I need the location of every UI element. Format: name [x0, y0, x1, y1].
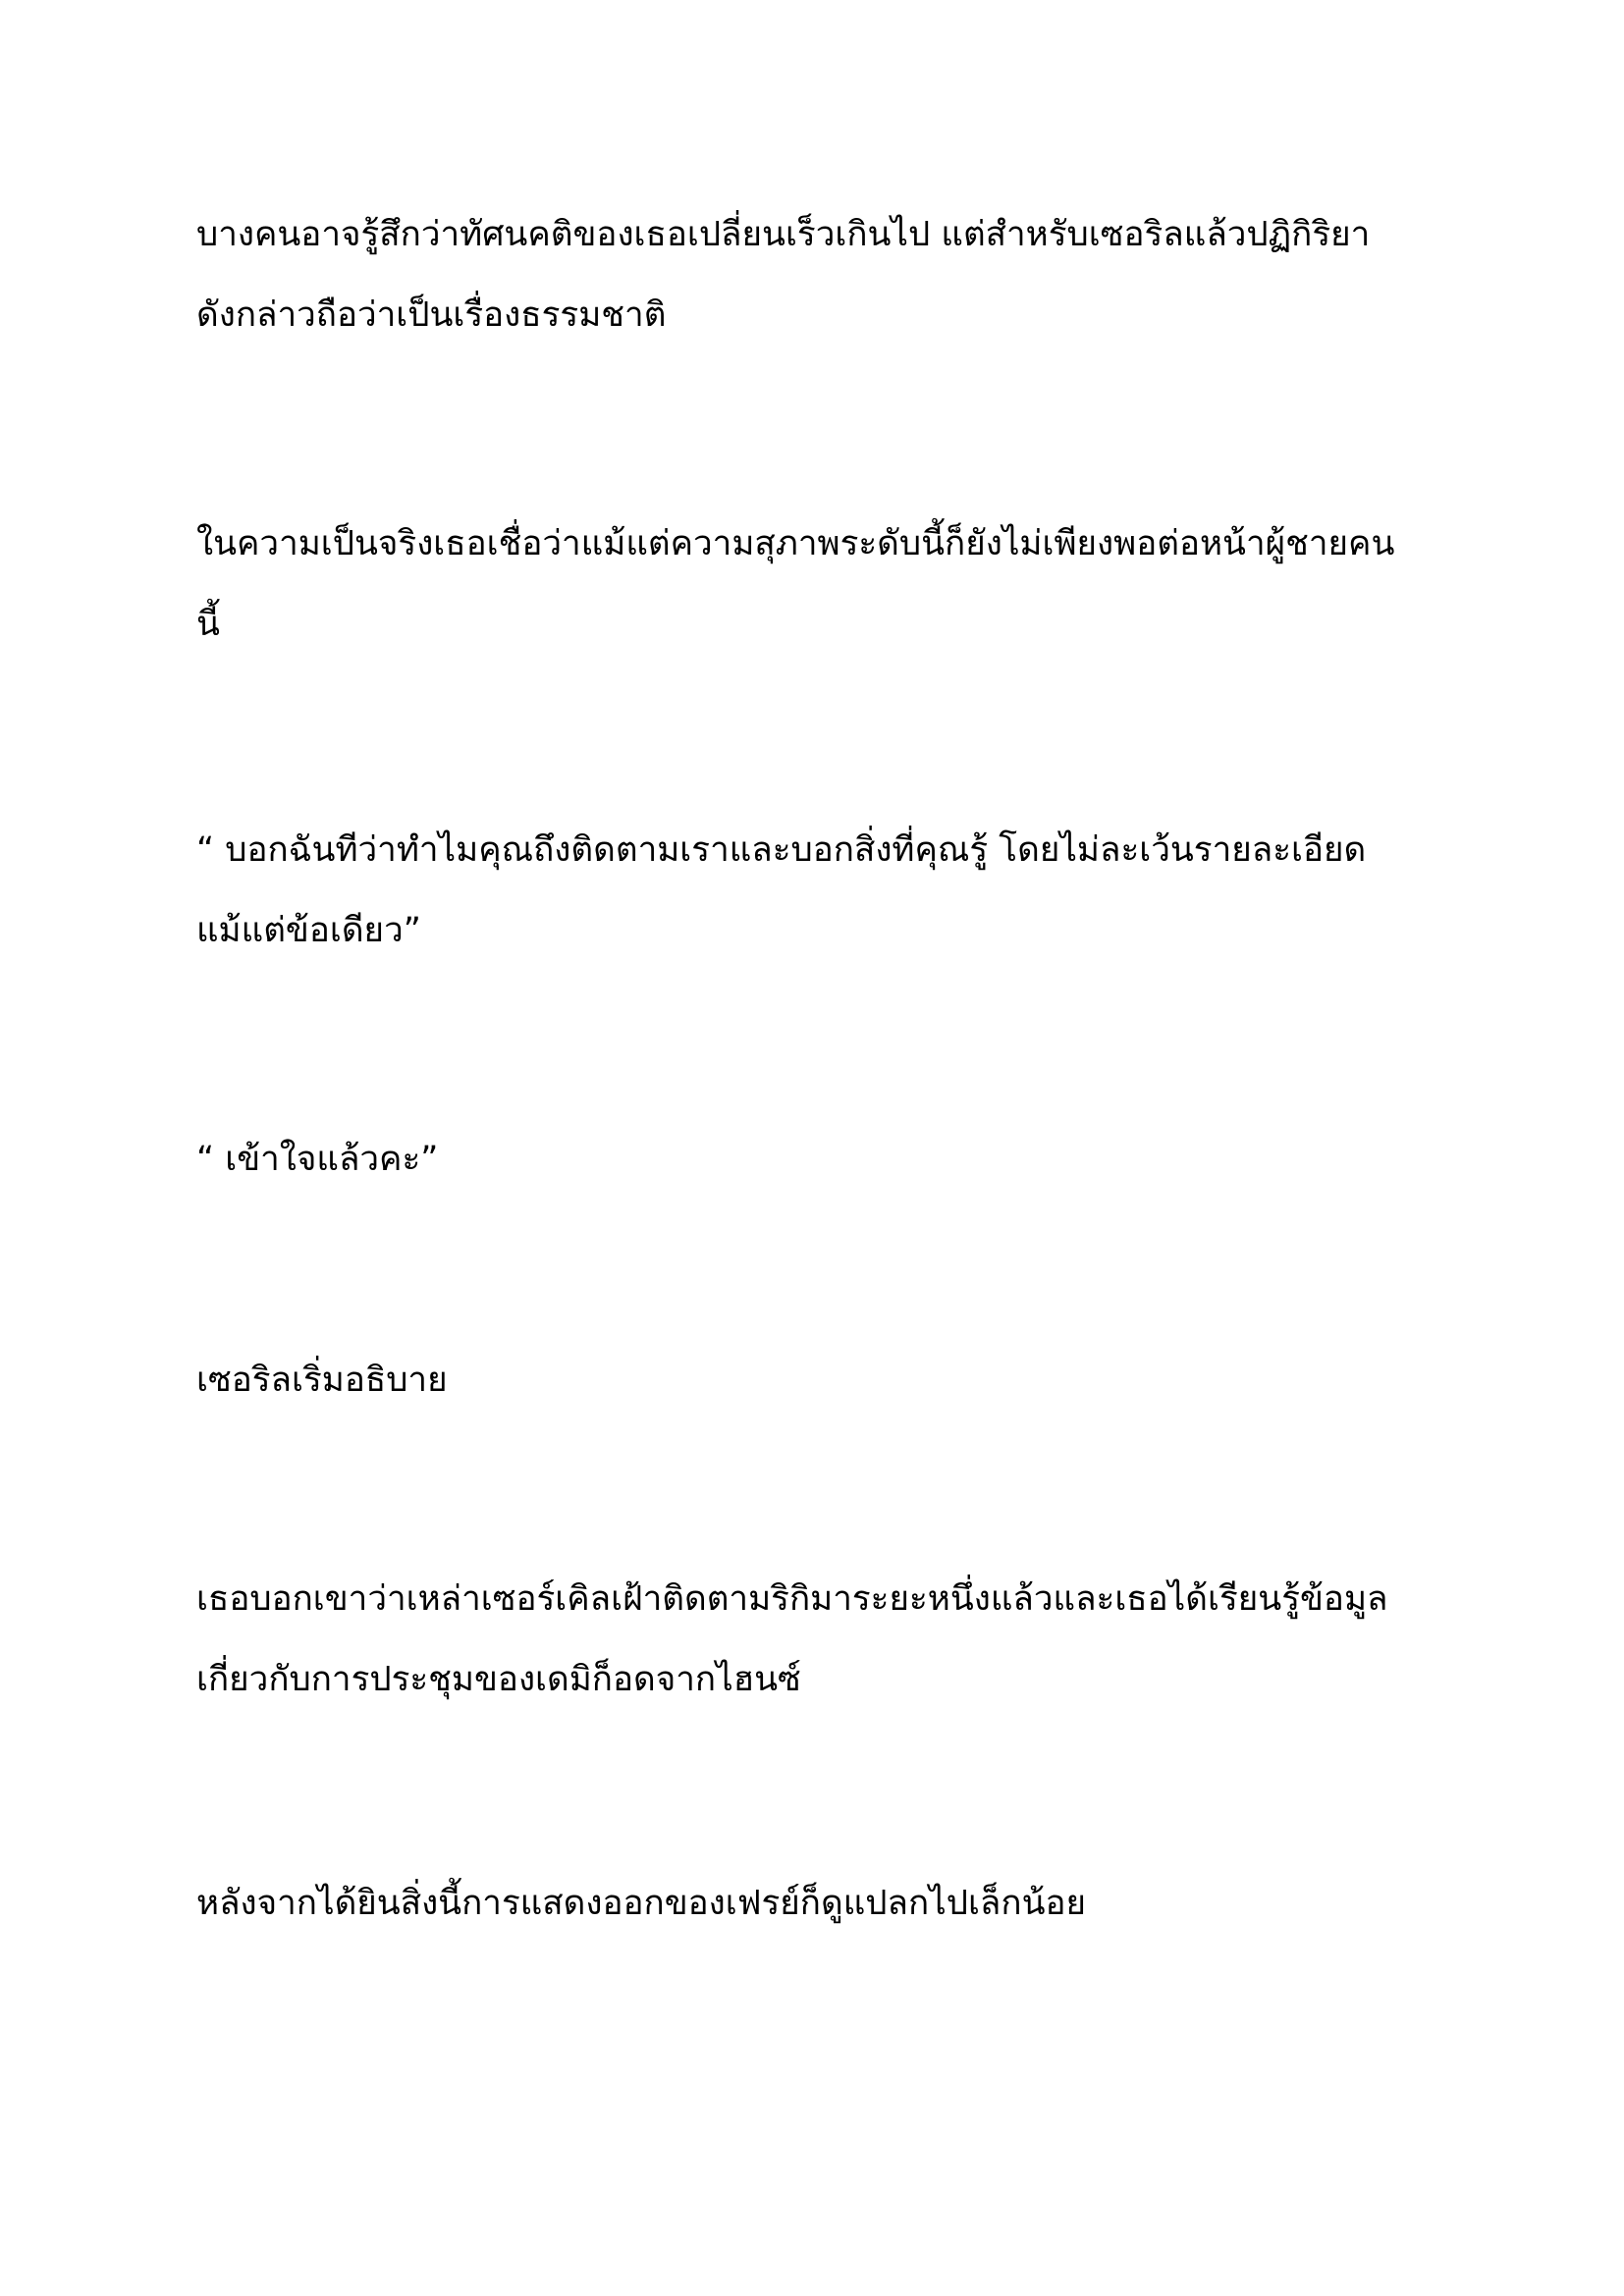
paragraph-7 — [196, 1863, 1434, 1944]
paragraph-2 — [196, 504, 1434, 665]
paragraph-5-line-1: เซอริลเริ่มอธิบาย — [196, 1361, 448, 1400]
paragraph-4 — [196, 1119, 1434, 1200]
paragraph-7-line-1: หลังจากได้ยินสิ่งนี้การแสดงออกของเฟรย์ก็ดูแปลกไปเล็กน้อย — [196, 1884, 1087, 1923]
paragraph-4-line-1: “ เข้าใจแล้วคะ” — [196, 1140, 439, 1179]
paragraph-3 — [196, 810, 1434, 971]
paragraph-1 — [196, 194, 1434, 355]
paragraph-3-line-2: แม้แต่ข้อเดียว” — [196, 911, 421, 950]
paragraph-2-line-1: ในความเป็นจริงเธอเชื่อว่าแม้แต่ความสุภาพระดับนี้ก็ยังไม่เพียงพอต่อหน้าผู้ชายคน — [196, 524, 1395, 563]
paragraph-1-line-1: บางคนอาจรู้สึกว่าทัศนคติของเธอเปลี่ยนเร็วเกินไป แต่สำหรับเซอริลแล้วปฏิกิริยา — [196, 215, 1371, 254]
paragraph-5 — [196, 1340, 1434, 1420]
paragraph-1-line-2: ดังกล่าวถือว่าเป็นเรื่องธรรมชาติ — [196, 295, 667, 335]
paragraph-3-line-1: “ บอกฉันทีว่าทำไมคุณถึงติดตามเราและบอกสิ่งที่คุณรู้ โดยไม่ละเว้นรายละเอียด — [196, 830, 1367, 870]
paragraph-6 — [196, 1559, 1434, 1720]
paragraph-6-line-1: เธอบอกเขาว่าเหล่าเซอร์เคิลเฝ้าติดตามริกิมาระยะหนึ่งแล้วและเธอได้เรียนรู้ข้อมูล — [196, 1579, 1388, 1619]
paragraph-6-line-2: เกี่ยวกับการประชุมของเดมิก็อดจากไฮนซ์ — [196, 1660, 801, 1699]
paragraph-2-line-2: นี้ — [196, 605, 220, 644]
